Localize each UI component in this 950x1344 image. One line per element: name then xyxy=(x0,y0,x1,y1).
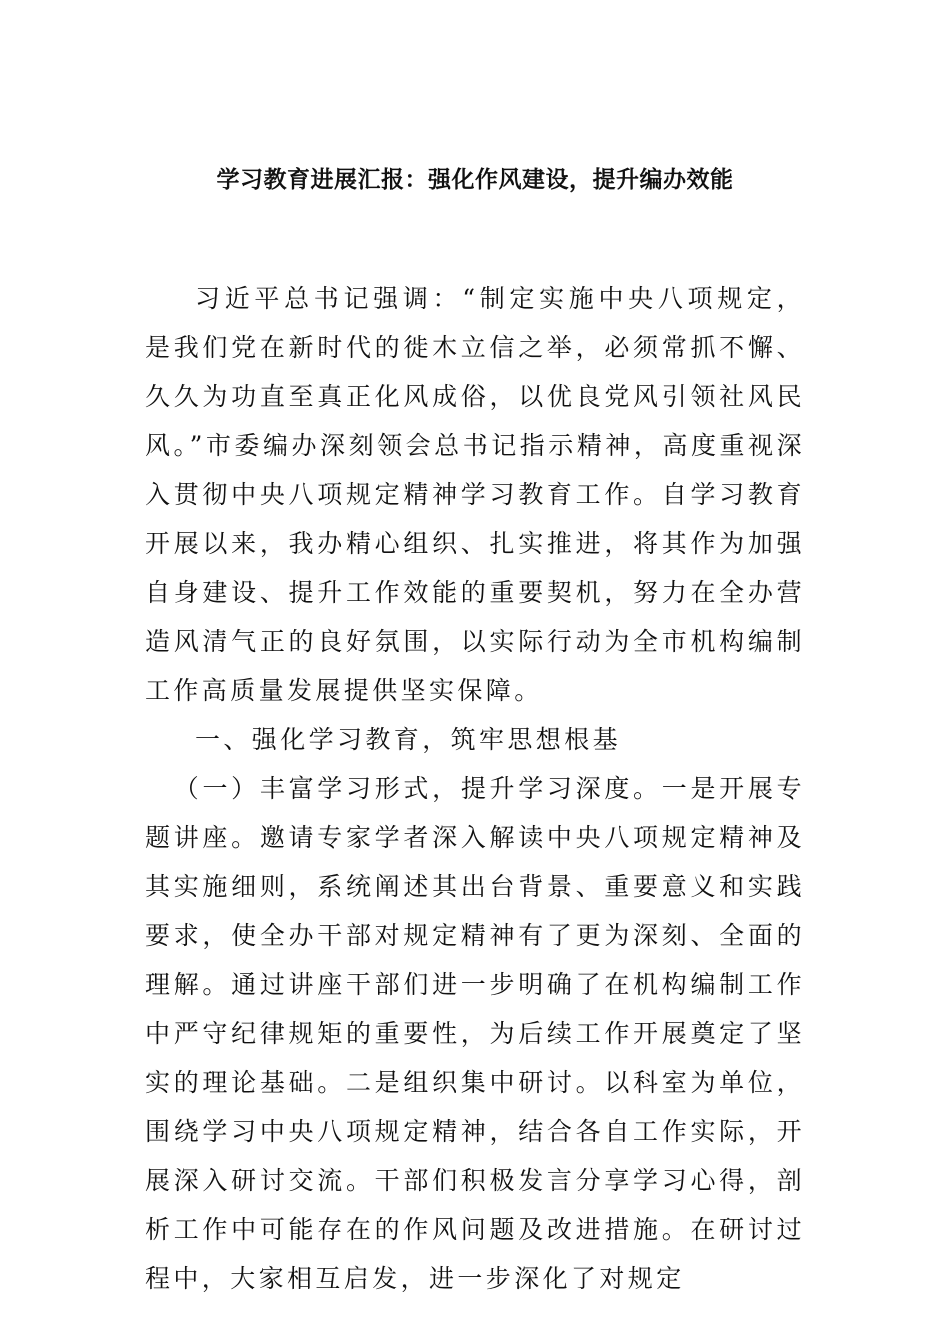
intro-paragraph: 习近平总书记强调：“制定实施中央八项规定，是我们党在新时代的徙木立信之举，必须常抓不懈、久久为功直至真正化风成俗，以优良党风引领社风民风。”市委编办深刻领会总书记指示精神，高度重视深入贯彻中央八项规定精神学习教育工作。自学习教育开展以来，我办精心组织、扎实推进，将其作为加强自身建设、提升工作效能的重要契机，努力在全办营造风清气正的良好氛围，以实际行动为全市机构编制工作高质量发展提供坚实保障。 xyxy=(145,284,805,705)
section-paragraph: （一）丰富学习形式，提升学习深度。一是开展专题讲座。邀请专家学者深入解读中央八项规定精神及其实施细则，系统阐述其出台背景、重要意义和实践要求，使全办干部对规定精神有了更为深刻、全面的理解。通过讲座干部们进一步明确了在机构编制工作中严守纪律规矩的重要性，为后续工作开展奠定了坚实的理论基础。二是组织集中研讨。以科室为单位，围绕学习中央八项规定精神，结合各自工作实际，开展深入研讨交流。干部们积极发言分享学习心得，剖析工作中可能存在的作风问题及改进措施。在研讨过程中，大家相互启发，进一步深化了对规定 xyxy=(145,774,805,1293)
document-title: 学习教育进展汇报：强化作风建设，提升编办效能 xyxy=(216,167,734,193)
section-heading: 一、强化学习教育，筑牢思想根基 xyxy=(195,725,622,754)
document-body xyxy=(145,274,805,1303)
